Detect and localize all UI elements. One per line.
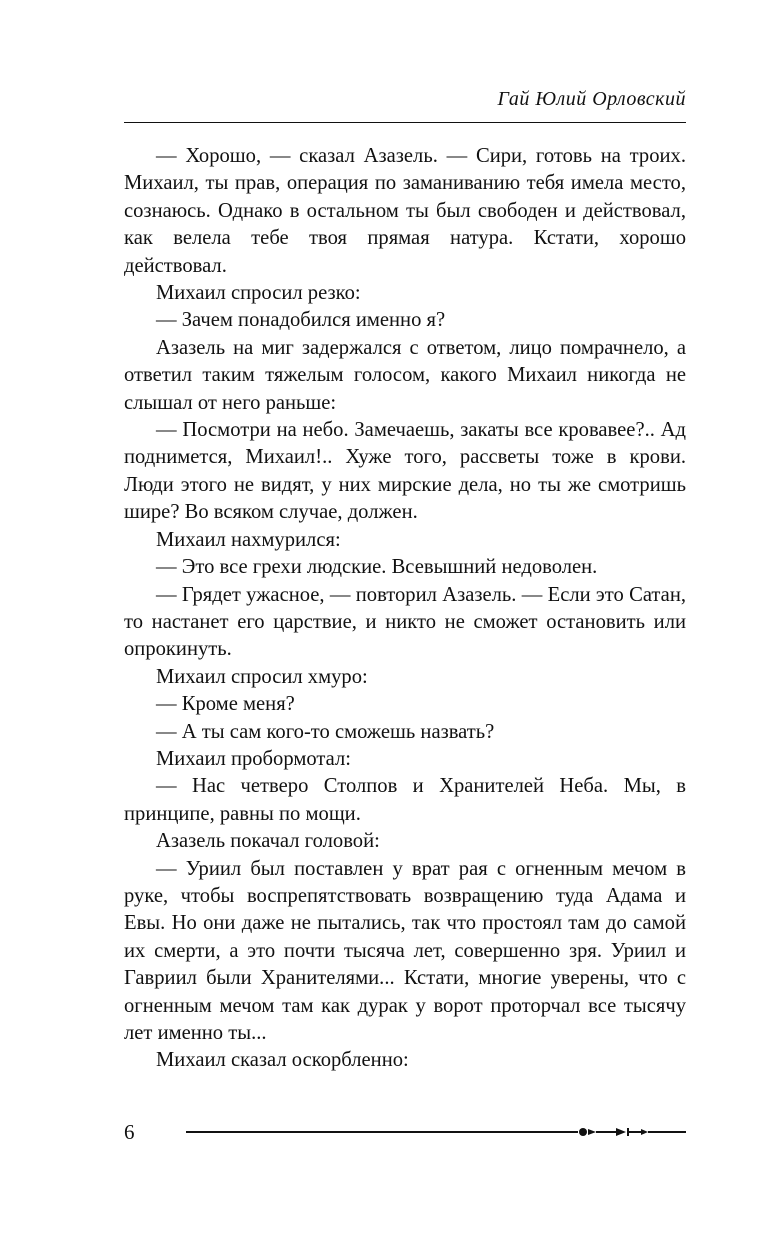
paragraph: — Хорошо, — сказал Азазель. — Сири, готовь на троих. Михаил, ты прав, операция по заманиванию тебя имела место, сознаюсь. Однако в остальном ты был свободен и действовал, как велела тебе твоя прямая натура. Кстати, хорошо действовал. [124,145,686,277]
paragraph: — Это все грехи людские. Всевышний недоволен. [156,556,598,579]
paragraph: Михаил спросил хмуро: [156,665,368,688]
paragraph: — А ты сам кого-то сможешь назвать? [156,720,495,743]
paragraph: — Нас четверо Столпов и Хранителей Неба. Мы, в принципе, равны по мощи. [124,775,686,825]
running-head-title: Гай Юлий Орловский [497,88,686,110]
paragraph: Михаил нахмурился: [156,528,341,551]
arrow-ornament-icon [186,1125,686,1144]
header-rule [124,122,686,123]
paragraph: Михаил пробормотал: [156,747,351,770]
paragraph: Азазель на миг задержался с ответом, лицо помрачнело, а ответил таким тяжелым голосом, какого Михаил никогда не слышал от него раньше: [124,336,686,414]
page-footer [124,1120,686,1150]
paragraph: — Зачем понадобился именно я? [156,309,446,332]
paragraph: Азазель покачал головой: [156,830,380,853]
paragraph: Михаил спросил резко: [156,282,361,305]
paragraph: Михаил сказал оскорбленно: [156,1049,409,1072]
paragraph: — Кроме меня? [156,693,295,716]
paragraph: — Уриил был поставлен у врат рая с огненным мечом в руке, чтобы воспрепятствовать возвращению туда Адама и Евы. Но они даже не пытались, так что простоял там до самой их смерти, а это почти тысяча лет, совершенно зря. Уриил и Гавриил были Хранителями... Кстати, многие уверены, что с огненным мечом там как дурак у ворот проторчал все тысячу лет именно ты... [124,857,686,1044]
page-number: 6 [124,1120,135,1144]
paragraph: — Грядет ужасное, — повторил Азазель. — Если это Сатан, то настанет его царствие, и никто не сможет остановить или опрокинуть. [124,583,686,661]
paragraph: — Посмотри на небо. Замечаешь, закаты все кровавее?.. Ад поднимется, Михаил!.. Хуже того, рассветы тоже в крови. Люди этого не видят, у них мирские дела, но ты же смотришь шире? Во всяком случае, должен. [124,419,686,524]
body-text [124,143,686,1075]
